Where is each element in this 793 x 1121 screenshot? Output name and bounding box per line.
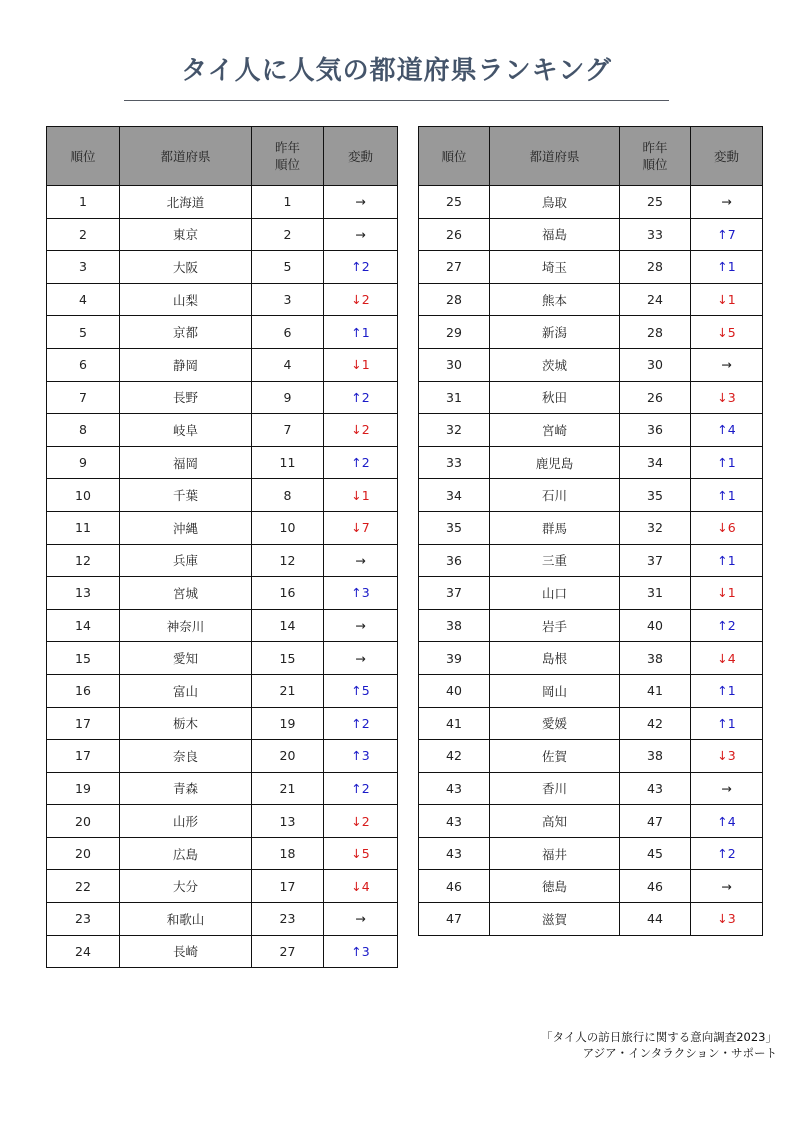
prev-rank-cell: 16 bbox=[252, 577, 324, 610]
change-cell: ↓3 bbox=[691, 740, 763, 773]
rank-cell: 24 bbox=[47, 935, 120, 968]
rank-cell: 43 bbox=[419, 772, 490, 805]
prev-rank-cell: 21 bbox=[252, 772, 324, 805]
prefecture-cell: 三重 bbox=[490, 544, 620, 577]
prev-rank-cell: 20 bbox=[252, 740, 324, 773]
prev-rank-cell: 32 bbox=[620, 511, 691, 544]
change-cell: ↑1 bbox=[691, 446, 763, 479]
rank-cell: 9 bbox=[47, 446, 120, 479]
rank-cell: 4 bbox=[47, 283, 120, 316]
prefecture-cell: 岡山 bbox=[490, 674, 620, 707]
table-row bbox=[419, 772, 763, 805]
rank-cell: 46 bbox=[419, 870, 490, 903]
prev-rank-cell: 9 bbox=[252, 381, 324, 414]
change-cell: ↓4 bbox=[691, 642, 763, 675]
prev-rank-cell: 24 bbox=[620, 283, 691, 316]
change-cell: ↓5 bbox=[324, 837, 398, 870]
prev-rank-cell: 43 bbox=[620, 772, 691, 805]
table-row bbox=[419, 805, 763, 838]
change-cell: ↑2 bbox=[324, 251, 398, 284]
rank-cell: 16 bbox=[47, 674, 120, 707]
prev-rank-cell: 38 bbox=[620, 740, 691, 773]
table-row bbox=[47, 740, 398, 773]
table-row bbox=[47, 316, 398, 349]
table-row bbox=[419, 348, 763, 381]
prefecture-cell: 奈良 bbox=[120, 740, 252, 773]
table-row bbox=[47, 479, 398, 512]
change-cell: ↑3 bbox=[324, 935, 398, 968]
change-cell: ↑2 bbox=[324, 381, 398, 414]
rank-cell: 28 bbox=[419, 283, 490, 316]
rank-cell: 13 bbox=[47, 577, 120, 610]
prefecture-cell: 大阪 bbox=[120, 251, 252, 284]
prev-rank-cell: 23 bbox=[252, 903, 324, 936]
prev-rank-cell: 12 bbox=[252, 544, 324, 577]
rank-cell: 22 bbox=[47, 870, 120, 903]
prev-rank-cell: 5 bbox=[252, 251, 324, 284]
table-row bbox=[47, 446, 398, 479]
prev-rank-cell: 33 bbox=[620, 218, 691, 251]
prefecture-cell: 岐阜 bbox=[120, 414, 252, 447]
table-row bbox=[419, 870, 763, 903]
prefecture-cell: 愛知 bbox=[120, 642, 252, 675]
prefecture-cell: 長崎 bbox=[120, 935, 252, 968]
rank-cell: 3 bbox=[47, 251, 120, 284]
table-row bbox=[47, 870, 398, 903]
prefecture-cell: 大分 bbox=[120, 870, 252, 903]
rank-cell: 40 bbox=[419, 674, 490, 707]
prefecture-cell: 鹿児島 bbox=[490, 446, 620, 479]
prev-rank-cell: 6 bbox=[252, 316, 324, 349]
source-organization: アジア・インタラクション・サポート bbox=[582, 1046, 777, 1060]
prefecture-cell: 埼玉 bbox=[490, 251, 620, 284]
prev-rank-cell: 27 bbox=[252, 935, 324, 968]
rank-cell: 2 bbox=[47, 218, 120, 251]
change-cell: ↑2 bbox=[324, 772, 398, 805]
table-row bbox=[47, 186, 398, 219]
prefecture-cell: 神奈川 bbox=[120, 609, 252, 642]
change-cell: ↑3 bbox=[324, 577, 398, 610]
rank-cell: 41 bbox=[419, 707, 490, 740]
rank-cell: 37 bbox=[419, 577, 490, 610]
header-prefecture: 都道府県 bbox=[120, 127, 252, 186]
table-row bbox=[47, 283, 398, 316]
prev-rank-cell: 35 bbox=[620, 479, 691, 512]
table-row bbox=[47, 674, 398, 707]
prefecture-cell: 徳島 bbox=[490, 870, 620, 903]
prev-rank-cell: 28 bbox=[620, 316, 691, 349]
prefecture-cell: 山梨 bbox=[120, 283, 252, 316]
prefecture-cell: 高知 bbox=[490, 805, 620, 838]
prev-rank-cell: 26 bbox=[620, 381, 691, 414]
table-row bbox=[419, 218, 763, 251]
prefecture-cell: 福岡 bbox=[120, 446, 252, 479]
rank-cell: 17 bbox=[47, 740, 120, 773]
change-cell: ↑1 bbox=[691, 544, 763, 577]
prev-rank-cell: 38 bbox=[620, 642, 691, 675]
table-row bbox=[419, 186, 763, 219]
prefecture-cell: 鳥取 bbox=[490, 186, 620, 219]
header-rank: 順位 bbox=[47, 127, 120, 186]
rank-cell: 31 bbox=[419, 381, 490, 414]
change-cell: ↑1 bbox=[691, 707, 763, 740]
prev-rank-cell: 41 bbox=[620, 674, 691, 707]
prev-rank-cell: 1 bbox=[252, 186, 324, 219]
change-cell: ↓3 bbox=[691, 903, 763, 936]
prev-rank-cell: 2 bbox=[252, 218, 324, 251]
rank-cell: 33 bbox=[419, 446, 490, 479]
prev-rank-cell: 28 bbox=[620, 251, 691, 284]
rank-cell: 29 bbox=[419, 316, 490, 349]
table-row bbox=[47, 348, 398, 381]
table-row bbox=[47, 609, 398, 642]
change-cell: ↓1 bbox=[691, 283, 763, 316]
header-prev-rank: 昨年 順位 bbox=[252, 127, 324, 186]
table-row bbox=[47, 837, 398, 870]
table-row bbox=[419, 740, 763, 773]
prev-rank-cell: 14 bbox=[252, 609, 324, 642]
prefecture-cell: 東京 bbox=[120, 218, 252, 251]
table-row bbox=[47, 935, 398, 968]
change-cell: ↑1 bbox=[691, 674, 763, 707]
table-row bbox=[419, 283, 763, 316]
prefecture-cell: 愛媛 bbox=[490, 707, 620, 740]
prev-rank-cell: 3 bbox=[252, 283, 324, 316]
change-cell: ↑3 bbox=[324, 740, 398, 773]
change-cell: → bbox=[324, 609, 398, 642]
header-prev-rank: 昨年 順位 bbox=[620, 127, 691, 186]
rank-cell: 38 bbox=[419, 609, 490, 642]
prefecture-cell: 広島 bbox=[120, 837, 252, 870]
source-citation bbox=[541, 1029, 777, 1061]
change-cell: ↓2 bbox=[324, 283, 398, 316]
table-row bbox=[419, 381, 763, 414]
table-header-row bbox=[419, 127, 763, 186]
rank-cell: 35 bbox=[419, 511, 490, 544]
prefecture-cell: 福島 bbox=[490, 218, 620, 251]
prefecture-cell: 富山 bbox=[120, 674, 252, 707]
ranking-table-left bbox=[46, 126, 398, 968]
header-change: 変動 bbox=[324, 127, 398, 186]
prefecture-cell: 静岡 bbox=[120, 348, 252, 381]
prev-rank-cell: 31 bbox=[620, 577, 691, 610]
rank-cell: 34 bbox=[419, 479, 490, 512]
prev-rank-cell: 21 bbox=[252, 674, 324, 707]
prev-rank-cell: 11 bbox=[252, 446, 324, 479]
rank-cell: 42 bbox=[419, 740, 490, 773]
change-cell: ↑1 bbox=[691, 251, 763, 284]
prev-rank-cell: 25 bbox=[620, 186, 691, 219]
prefecture-cell: 千葉 bbox=[120, 479, 252, 512]
prefecture-cell: 兵庫 bbox=[120, 544, 252, 577]
table-row bbox=[47, 251, 398, 284]
prefecture-cell: 沖縄 bbox=[120, 511, 252, 544]
change-cell: ↓1 bbox=[691, 577, 763, 610]
rank-cell: 25 bbox=[419, 186, 490, 219]
prefecture-cell: 宮崎 bbox=[490, 414, 620, 447]
rank-cell: 5 bbox=[47, 316, 120, 349]
header-rank: 順位 bbox=[419, 127, 490, 186]
prefecture-cell: 香川 bbox=[490, 772, 620, 805]
rank-cell: 20 bbox=[47, 837, 120, 870]
prev-rank-cell: 10 bbox=[252, 511, 324, 544]
prefecture-cell: 石川 bbox=[490, 479, 620, 512]
rank-cell: 32 bbox=[419, 414, 490, 447]
rank-cell: 6 bbox=[47, 348, 120, 381]
prev-rank-cell: 37 bbox=[620, 544, 691, 577]
prefecture-cell: 秋田 bbox=[490, 381, 620, 414]
change-cell: → bbox=[691, 772, 763, 805]
prefecture-cell: 山形 bbox=[120, 805, 252, 838]
prefecture-cell: 長野 bbox=[120, 381, 252, 414]
table-row bbox=[47, 544, 398, 577]
rank-cell: 8 bbox=[47, 414, 120, 447]
source-title: 「タイ人の訪日旅行に関する意向調査2023」 bbox=[540, 1030, 777, 1044]
prefecture-cell: 京都 bbox=[120, 316, 252, 349]
prefecture-cell: 茨城 bbox=[490, 348, 620, 381]
table-row bbox=[419, 479, 763, 512]
prefecture-cell: 山口 bbox=[490, 577, 620, 610]
change-cell: ↓6 bbox=[691, 511, 763, 544]
prev-rank-cell: 13 bbox=[252, 805, 324, 838]
header-change: 変動 bbox=[691, 127, 763, 186]
change-cell: ↓2 bbox=[324, 414, 398, 447]
prev-rank-cell: 34 bbox=[620, 446, 691, 479]
rank-cell: 36 bbox=[419, 544, 490, 577]
change-cell: ↑1 bbox=[324, 316, 398, 349]
table-row bbox=[419, 511, 763, 544]
table-header-row bbox=[47, 127, 398, 186]
rank-cell: 17 bbox=[47, 707, 120, 740]
prefecture-cell: 群馬 bbox=[490, 511, 620, 544]
rank-cell: 47 bbox=[419, 903, 490, 936]
prev-rank-cell: 40 bbox=[620, 609, 691, 642]
prev-rank-cell: 42 bbox=[620, 707, 691, 740]
change-cell: ↓1 bbox=[324, 479, 398, 512]
prefecture-cell: 滋賀 bbox=[490, 903, 620, 936]
change-cell: → bbox=[324, 903, 398, 936]
rank-cell: 20 bbox=[47, 805, 120, 838]
table-row bbox=[419, 316, 763, 349]
change-cell: ↓5 bbox=[691, 316, 763, 349]
change-cell: ↓1 bbox=[324, 348, 398, 381]
table-row bbox=[419, 674, 763, 707]
rank-cell: 10 bbox=[47, 479, 120, 512]
rank-cell: 19 bbox=[47, 772, 120, 805]
table-row bbox=[419, 577, 763, 610]
change-cell: → bbox=[691, 186, 763, 219]
rank-cell: 23 bbox=[47, 903, 120, 936]
rank-cell: 27 bbox=[419, 251, 490, 284]
change-cell: ↑4 bbox=[691, 414, 763, 447]
rank-cell: 30 bbox=[419, 348, 490, 381]
change-cell: ↑5 bbox=[324, 674, 398, 707]
change-cell: → bbox=[324, 186, 398, 219]
prev-rank-cell: 15 bbox=[252, 642, 324, 675]
prev-rank-cell: 36 bbox=[620, 414, 691, 447]
change-cell: ↑7 bbox=[691, 218, 763, 251]
table-row bbox=[419, 837, 763, 870]
table-row bbox=[419, 414, 763, 447]
prev-rank-cell: 8 bbox=[252, 479, 324, 512]
prefecture-cell: 熊本 bbox=[490, 283, 620, 316]
table-row bbox=[47, 414, 398, 447]
ranking-table-right bbox=[418, 126, 763, 936]
rank-cell: 39 bbox=[419, 642, 490, 675]
table-row bbox=[47, 772, 398, 805]
table-row bbox=[419, 642, 763, 675]
change-cell: ↑2 bbox=[691, 837, 763, 870]
prefecture-cell: 島根 bbox=[490, 642, 620, 675]
change-cell: ↓4 bbox=[324, 870, 398, 903]
table-row bbox=[47, 381, 398, 414]
rank-cell: 11 bbox=[47, 511, 120, 544]
table-row bbox=[47, 577, 398, 610]
table-row bbox=[47, 707, 398, 740]
change-cell: ↑2 bbox=[324, 707, 398, 740]
prev-rank-cell: 7 bbox=[252, 414, 324, 447]
table-row bbox=[47, 903, 398, 936]
change-cell: ↓2 bbox=[324, 805, 398, 838]
prefecture-cell: 北海道 bbox=[120, 186, 252, 219]
table-row bbox=[419, 707, 763, 740]
table-row bbox=[47, 511, 398, 544]
prefecture-cell: 青森 bbox=[120, 772, 252, 805]
prev-rank-cell: 19 bbox=[252, 707, 324, 740]
prefecture-cell: 佐賀 bbox=[490, 740, 620, 773]
change-cell: ↓7 bbox=[324, 511, 398, 544]
prev-rank-cell: 44 bbox=[620, 903, 691, 936]
change-cell: ↑2 bbox=[691, 609, 763, 642]
prefecture-cell: 岩手 bbox=[490, 609, 620, 642]
prev-rank-cell: 30 bbox=[620, 348, 691, 381]
prev-rank-cell: 47 bbox=[620, 805, 691, 838]
prev-rank-cell: 17 bbox=[252, 870, 324, 903]
change-cell: → bbox=[324, 218, 398, 251]
rank-cell: 7 bbox=[47, 381, 120, 414]
rank-cell: 15 bbox=[47, 642, 120, 675]
rank-cell: 1 bbox=[47, 186, 120, 219]
table-row bbox=[47, 642, 398, 675]
rank-cell: 43 bbox=[419, 805, 490, 838]
table-row bbox=[419, 544, 763, 577]
prev-rank-cell: 45 bbox=[620, 837, 691, 870]
table-row bbox=[419, 903, 763, 936]
table-row bbox=[419, 251, 763, 284]
change-cell: ↓3 bbox=[691, 381, 763, 414]
table-row bbox=[419, 609, 763, 642]
rank-cell: 26 bbox=[419, 218, 490, 251]
change-cell: → bbox=[324, 544, 398, 577]
prefecture-cell: 栃木 bbox=[120, 707, 252, 740]
prefecture-cell: 和歌山 bbox=[120, 903, 252, 936]
title-divider bbox=[124, 100, 669, 101]
prefecture-cell: 宮城 bbox=[120, 577, 252, 610]
rank-cell: 14 bbox=[47, 609, 120, 642]
table-row bbox=[47, 218, 398, 251]
rank-cell: 43 bbox=[419, 837, 490, 870]
prev-rank-cell: 4 bbox=[252, 348, 324, 381]
table-row bbox=[47, 805, 398, 838]
header-prefecture: 都道府県 bbox=[490, 127, 620, 186]
prev-rank-cell: 46 bbox=[620, 870, 691, 903]
prev-rank-cell: 18 bbox=[252, 837, 324, 870]
change-cell: ↑1 bbox=[691, 479, 763, 512]
change-cell: ↑2 bbox=[324, 446, 398, 479]
prefecture-cell: 新潟 bbox=[490, 316, 620, 349]
rank-cell: 12 bbox=[47, 544, 120, 577]
table-row bbox=[419, 446, 763, 479]
change-cell: → bbox=[691, 870, 763, 903]
change-cell: ↑4 bbox=[691, 805, 763, 838]
change-cell: → bbox=[691, 348, 763, 381]
change-cell: → bbox=[324, 642, 398, 675]
prefecture-cell: 福井 bbox=[490, 837, 620, 870]
page-title: タイ人に人気の都道府県ランキング bbox=[181, 56, 612, 86]
